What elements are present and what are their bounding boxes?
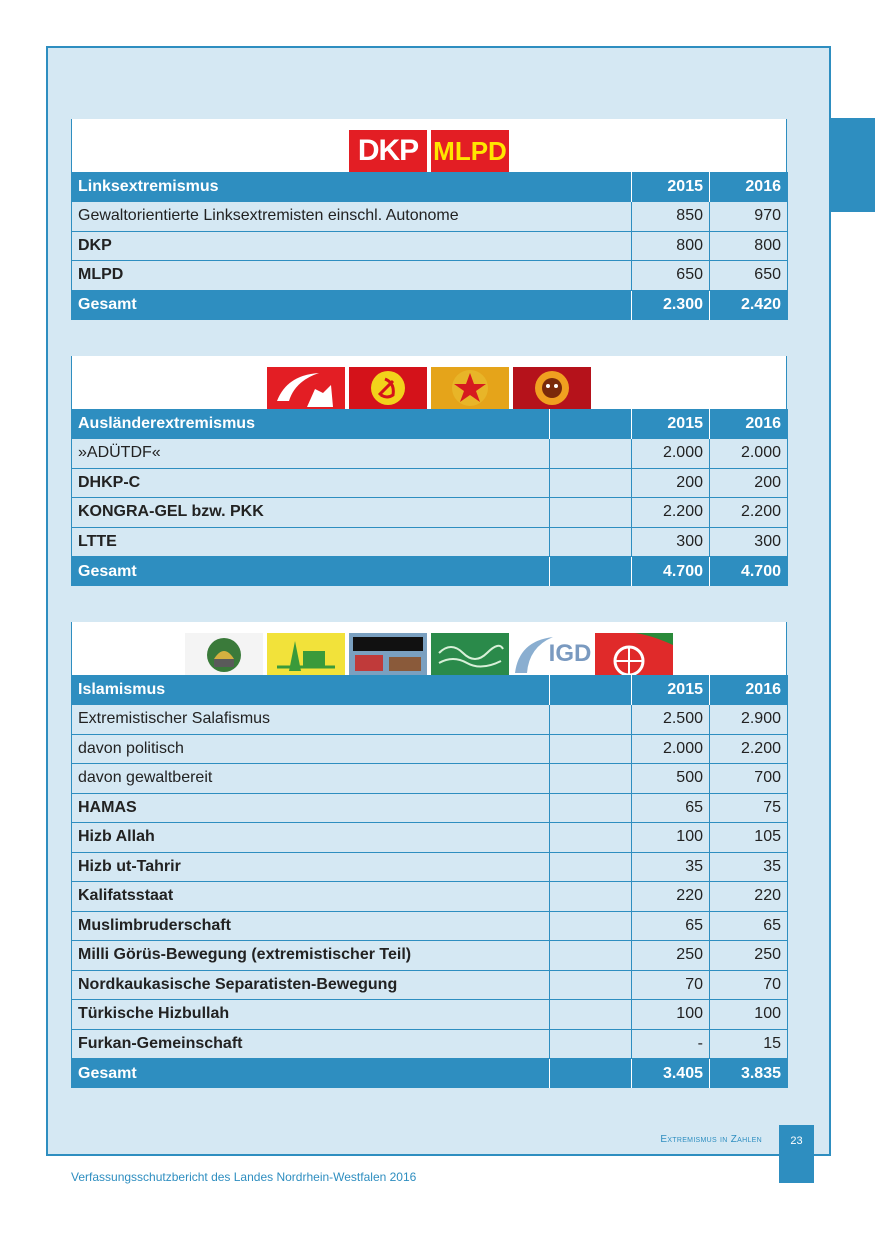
logo-row <box>71 119 787 172</box>
value-2015: 800 <box>632 231 710 261</box>
spacer-cell <box>550 1029 632 1059</box>
total-2015: 2.300 <box>632 290 710 320</box>
total-2016: 2.420 <box>710 290 788 320</box>
table-header-row <box>72 675 788 705</box>
value-2015: 850 <box>632 202 710 232</box>
dkp-logo: DKP <box>349 130 427 172</box>
value-2015: - <box>632 1029 710 1059</box>
table-row <box>72 941 788 971</box>
row-label: Hizb Allah <box>72 823 550 853</box>
table-row <box>72 764 788 794</box>
side-tab-marker <box>829 118 875 212</box>
total-label: Gesamt <box>72 290 632 320</box>
adutdf-logo <box>267 367 345 409</box>
total-2016: 4.700 <box>710 557 788 587</box>
spacer-cell <box>550 734 632 764</box>
value-2015: 65 <box>632 793 710 823</box>
value-2015: 35 <box>632 852 710 882</box>
table-row <box>72 498 788 528</box>
value-2016: 300 <box>710 527 788 557</box>
kalifatsstaat-logo <box>349 633 427 675</box>
linksextremismus-table <box>71 172 788 320</box>
row-label: Milli Görüs-Bewegung (extremistischer Teil) <box>72 941 550 971</box>
value-2016: 100 <box>710 1000 788 1030</box>
row-label: HAMAS <box>72 793 550 823</box>
spacer-cell <box>550 409 632 439</box>
publication-title: Verfassungsschutzbericht des Landes Nordrhein-Westfalen 2016 <box>71 1170 417 1184</box>
spacer-cell <box>550 970 632 1000</box>
auslaenderextremismus-table <box>71 409 788 586</box>
spacer-cell <box>550 1000 632 1030</box>
value-2015: 650 <box>632 261 710 291</box>
value-2016: 200 <box>710 468 788 498</box>
table-row <box>72 705 788 735</box>
spacer-cell <box>550 439 632 469</box>
islamismus-block <box>71 622 787 1088</box>
table-row <box>72 527 788 557</box>
value-2016: 650 <box>710 261 788 291</box>
year-2015-header: 2015 <box>632 172 710 202</box>
table-row <box>72 852 788 882</box>
total-row <box>72 1059 788 1089</box>
table-row <box>72 1000 788 1030</box>
spacer-cell <box>550 911 632 941</box>
spacer-cell <box>550 764 632 794</box>
value-2016: 70 <box>710 970 788 1000</box>
dhkpc-logo <box>349 367 427 409</box>
spacer-cell <box>550 705 632 735</box>
hizb-ut-tahrir-logo <box>431 633 509 675</box>
spacer-cell <box>550 468 632 498</box>
spacer-cell <box>550 498 632 528</box>
table-row <box>72 231 788 261</box>
row-label: LTTE <box>72 527 550 557</box>
row-label: Muslimbruderschaft <box>72 911 550 941</box>
table-row <box>72 1029 788 1059</box>
value-2016: 2.000 <box>710 439 788 469</box>
value-2016: 2.200 <box>710 734 788 764</box>
table-row <box>72 970 788 1000</box>
value-2015: 2.500 <box>632 705 710 735</box>
table-row <box>72 468 788 498</box>
mlpd-logo: MLPD <box>431 130 509 172</box>
value-2015: 250 <box>632 941 710 971</box>
value-2016: 970 <box>710 202 788 232</box>
total-label: Gesamt <box>72 557 550 587</box>
total-2015: 4.700 <box>632 557 710 587</box>
hizb-allah-logo <box>267 633 345 675</box>
year-2016-header: 2016 <box>710 409 788 439</box>
chapter-title: Extremismus in Zahlen <box>660 1134 762 1145</box>
value-2015: 65 <box>632 911 710 941</box>
value-2016: 2.900 <box>710 705 788 735</box>
table-row <box>72 734 788 764</box>
total-label: Gesamt <box>72 1059 550 1089</box>
row-label: DHKP-C <box>72 468 550 498</box>
spacer-cell <box>550 793 632 823</box>
value-2015: 100 <box>632 823 710 853</box>
value-2016: 220 <box>710 882 788 912</box>
milli-gorus-logo <box>595 633 673 675</box>
spacer-cell <box>550 941 632 971</box>
value-2015: 2.200 <box>632 498 710 528</box>
spacer-cell <box>550 527 632 557</box>
spacer-cell <box>550 675 632 705</box>
total-row <box>72 557 788 587</box>
value-2015: 300 <box>632 527 710 557</box>
row-label: »ADÜTDF« <box>72 439 550 469</box>
row-label: Kalifatsstaat <box>72 882 550 912</box>
value-2015: 2.000 <box>632 734 710 764</box>
section-title: Linksextremismus <box>72 172 632 202</box>
value-2016: 800 <box>710 231 788 261</box>
linksextremismus-block <box>71 119 787 320</box>
spacer-cell <box>550 823 632 853</box>
value-2015: 500 <box>632 764 710 794</box>
value-2016: 35 <box>710 852 788 882</box>
hamas-logo <box>185 633 263 675</box>
year-2015-header: 2015 <box>632 675 710 705</box>
value-2016: 105 <box>710 823 788 853</box>
table-header-row <box>72 172 788 202</box>
total-2015: 3.405 <box>632 1059 710 1089</box>
row-label: DKP <box>72 231 632 261</box>
value-2016: 75 <box>710 793 788 823</box>
table-row <box>72 793 788 823</box>
total-2016: 3.835 <box>710 1059 788 1089</box>
year-2016-header: 2016 <box>710 675 788 705</box>
table-row <box>72 439 788 469</box>
ltte-logo <box>513 367 591 409</box>
value-2016: 2.200 <box>710 498 788 528</box>
row-label: Türkische Hizbullah <box>72 1000 550 1030</box>
total-row <box>72 290 788 320</box>
pkk-logo <box>431 367 509 409</box>
value-2016: 700 <box>710 764 788 794</box>
row-label: KONGRA-GEL bzw. PKK <box>72 498 550 528</box>
value-2016: 65 <box>710 911 788 941</box>
year-2016-header: 2016 <box>710 172 788 202</box>
value-2015: 100 <box>632 1000 710 1030</box>
islamismus-table <box>71 675 788 1088</box>
row-label: Gewaltorientierte Linksextremisten einschl. Autonome <box>72 202 632 232</box>
table-row <box>72 261 788 291</box>
value-2015: 200 <box>632 468 710 498</box>
value-2015: 220 <box>632 882 710 912</box>
table-header-row <box>72 409 788 439</box>
row-label: Nordkaukasische Separatisten-Bewegung <box>72 970 550 1000</box>
page-number: 23 <box>779 1125 814 1183</box>
row-label: MLPD <box>72 261 632 291</box>
value-2015: 2.000 <box>632 439 710 469</box>
row-label: Extremistischer Salafismus <box>72 705 550 735</box>
row-label: Hizb ut-Tahrir <box>72 852 550 882</box>
row-label: davon politisch <box>72 734 550 764</box>
logo-row <box>71 622 787 675</box>
section-title: Ausländerextremismus <box>72 409 550 439</box>
row-label: davon gewaltbereit <box>72 764 550 794</box>
spacer-cell <box>550 882 632 912</box>
value-2016: 250 <box>710 941 788 971</box>
auslaenderextremismus-block <box>71 356 787 586</box>
igd-logo: IGD <box>513 633 591 675</box>
row-label: Furkan-Gemeinschaft <box>72 1029 550 1059</box>
table-row <box>72 202 788 232</box>
value-2016: 15 <box>710 1029 788 1059</box>
year-2015-header: 2015 <box>632 409 710 439</box>
table-row <box>72 882 788 912</box>
table-row <box>72 823 788 853</box>
table-row <box>72 911 788 941</box>
spacer-cell <box>550 557 632 587</box>
logo-row <box>71 356 787 409</box>
spacer-cell <box>550 852 632 882</box>
value-2015: 70 <box>632 970 710 1000</box>
section-title: Islamismus <box>72 675 550 705</box>
spacer-cell <box>550 1059 632 1089</box>
